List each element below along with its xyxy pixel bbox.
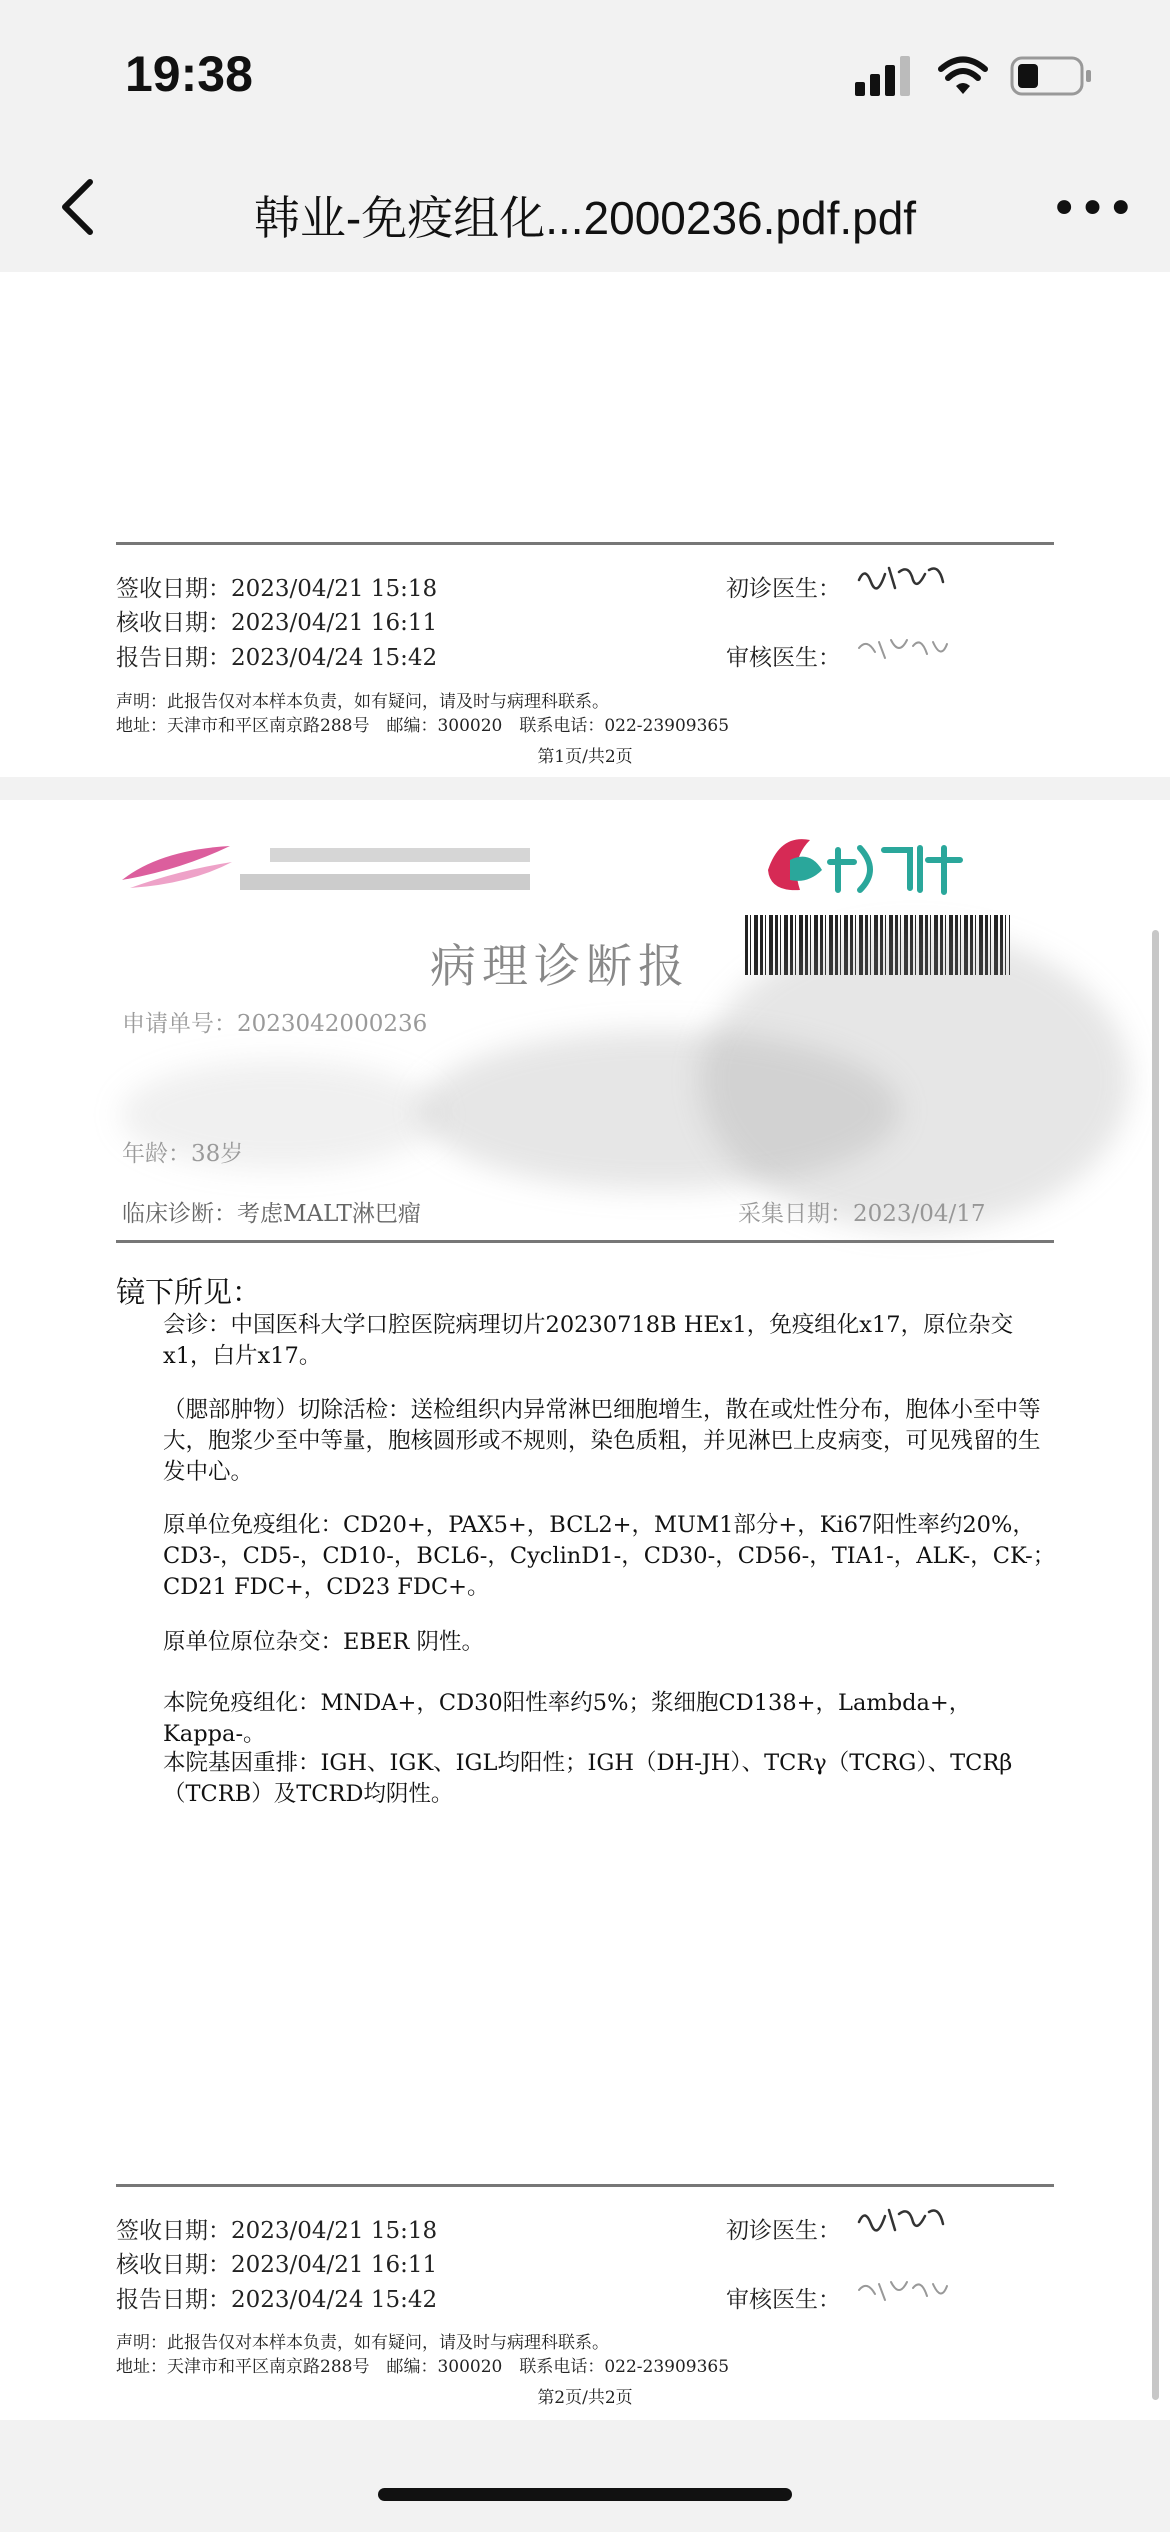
battery-icon [1010, 56, 1092, 96]
more-options-button[interactable]: ••• [1050, 181, 1135, 237]
disclaimer-text: 声明：此报告仅对本样本负责，如有疑问，请及时与病理科联系。 [116, 692, 609, 712]
paragraph-ihc-local: 本院免疫组化：MNDA+，CD30阳性率约5%；浆细胞CD138+，Lambda+，Kappa-。 [163, 1690, 972, 1747]
wifi-icon [938, 56, 988, 96]
report-title: 病理诊断报 [430, 939, 690, 993]
report-date: 报告日期：2023/04/24 15:42 [116, 2287, 438, 2313]
back-chevron-icon[interactable] [50, 172, 110, 242]
hospital-logo-left [120, 840, 540, 900]
receive-date: 签收日期：2023/04/21 15:18 [116, 576, 438, 602]
paragraph-gene: 本院基因重排：IGH、IGK、IGL均阳性；IGH（DH-JH）、TCRγ（TCRG）、TCRβ（TCRB）及TCRD均阴性。 [163, 1750, 1013, 1807]
application-number: 申请单号：2023042000236 [122, 1011, 428, 1037]
scrollbar[interactable] [1152, 930, 1159, 2400]
redaction-smudge [700, 930, 1130, 1230]
signature-first-doctor [855, 560, 950, 596]
report-date: 报告日期：2023/04/24 15:42 [116, 645, 438, 671]
page-number: 第2页/共2页 [537, 2388, 633, 2408]
paragraph-ihc-origin: 原单位免疫组化：CD20+，PAX5+，BCL2+，MUM1部分+，Ki67阳性率约20%，CD3-，CD5-，CD10-，BCL6-，CyclinD1-，CD30-，CD56-，TIA1-，ALK-，CK-；CD21 FDC+，CD23 FDC+。 [163, 1512, 1056, 1600]
paragraph-ish: 原单位原位杂交：EBER 阴性。 [163, 1629, 484, 1655]
review-doctor-label: 审核医生： [726, 645, 841, 671]
status-time: 19:38 [125, 46, 253, 102]
page-number: 第1页/共2页 [537, 747, 633, 767]
redaction-smudge [120, 1060, 440, 1170]
signature-review-doctor [855, 2272, 950, 2308]
paragraph-biopsy: （腮部肿物）切除活检：送检组织内异常淋巴细胞增生，散在或灶性分布，胞体小至中等大，胞浆少至中等量，胞核圆形或不规则，染色质粗，并见淋巴上皮病变，可见残留的生发中心。 [163, 1397, 1041, 1485]
clinical-diagnosis: 临床诊断：考虑MALT淋巴瘤 [122, 1201, 421, 1227]
review-doctor-label: 审核医生： [726, 2287, 841, 2313]
signature-review-doctor [855, 630, 950, 666]
document-title: 韩业-免疫组化...2000236.pdf.pdf [253, 192, 917, 244]
check-date: 核收日期：2023/04/21 16:11 [116, 2252, 438, 2278]
divider [116, 542, 1054, 545]
patient-age: 年龄：38岁 [122, 1141, 244, 1167]
paragraph-consult: 会诊：中国医科大学口腔医院病理切片20230718B HEx1，免疫组化x17，原位杂交x1，白片x17。 [163, 1312, 1014, 1369]
pdf-page-1[interactable] [0, 272, 1170, 777]
cellular-signal-icon [855, 56, 915, 96]
home-indicator[interactable] [378, 2488, 792, 2501]
section-title: 镜下所见： [116, 1275, 262, 1309]
hospital-logo-right [760, 830, 990, 910]
first-doctor-label: 初诊医生： [726, 576, 841, 602]
divider [116, 1240, 1054, 1243]
divider [116, 2184, 1054, 2187]
pdf-page-2[interactable] [0, 800, 1170, 2420]
check-date: 核收日期：2023/04/21 16:11 [116, 610, 438, 636]
collect-date: 采集日期：2023/04/17 [738, 1201, 986, 1227]
status-bar [0, 0, 1170, 150]
receive-date: 签收日期：2023/04/21 15:18 [116, 2218, 438, 2244]
disclaimer-text: 声明：此报告仅对本样本负责，如有疑问，请及时与病理科联系。 [116, 2333, 609, 2353]
address-text: 地址：天津市和平区南京路288号 邮编：300020 联系电话：022-23909365 [116, 716, 730, 736]
signature-first-doctor [855, 2202, 950, 2238]
address-text: 地址：天津市和平区南京路288号 邮编：300020 联系电话：022-23909365 [116, 2357, 730, 2377]
nav-bar [0, 150, 1170, 272]
first-doctor-label: 初诊医生： [726, 2218, 841, 2244]
